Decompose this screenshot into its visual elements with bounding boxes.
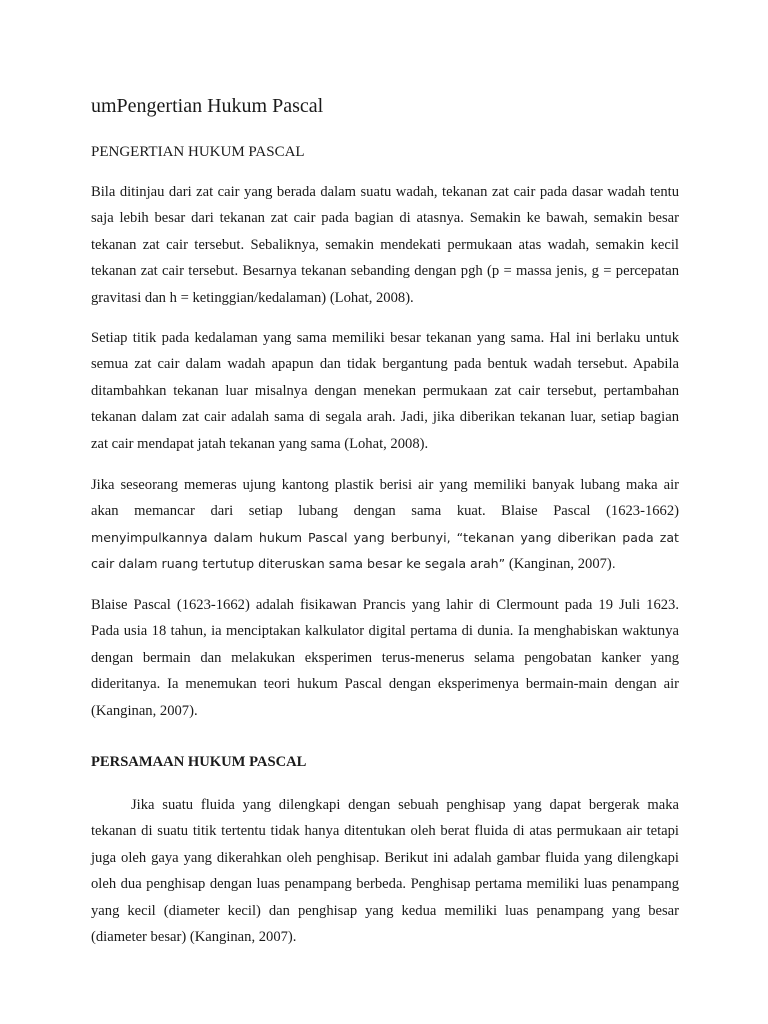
- paragraph-3-period: .: [611, 556, 616, 572]
- section-heading-persamaan: PERSAMAAN HUKUM PASCAL: [91, 754, 307, 770]
- paragraph-3-citation: (Kanginan, 2007): [505, 556, 612, 573]
- paragraph-5: Jika suatu fluida yang dilengkapi dengan sebuah penghisap yang dapat bergerak maka tekanan di suatu titik tertentu tidak hanya ditentukan oleh berat fluida di atas permukaan air tetapi juga oleh gaya yang dikerahkan oleh penghisap. Berikut ini adalah gambar fluida yang dilengkapi oleh dua penghisap dengan luas penampang berbeda. Penghisap pertama memiliki luas penampang yang kecil (diameter kecil) dan penghisap yang kedua memiliki luas penampang yang besar (diameter besar) (Kanginan, 2007).: [91, 797, 679, 946]
- subheading-pengertian: PENGERTIAN HUKUM PASCAL: [91, 144, 305, 160]
- paragraph-3: [91, 472, 679, 578]
- paragraph-3-quote: menyimpulkannya dalam hukum Pascal yang berbunyi, “tekanan yang diberikan pada zat cair dalam ruang tertutup diteruskan sama besar ke segala arah”: [91, 529, 679, 572]
- paragraph-3-start: Jika seseorang memeras ujung kantong plastik berisi air yang memiliki banyak lubang maka air akan memancar dari setiap lubang dengan sama kuat. Blaise Pascal (1623-1662): [91, 477, 679, 520]
- document-title: umPengertian Hukum Pascal: [91, 95, 324, 117]
- paragraph-2: Setiap titik pada kedalaman yang sama memiliki besar tekanan yang sama. Hal ini berlaku untuk semua zat cair dalam wadah apapun dan tidak bergantung pada bentuk wadah tersebut. Apabila ditambahkan tekanan luar misalnya dengan menekan permukaan zat cair tersebut, pertambahan tekanan dalam zat cair adalah sama di segala arah. Jadi, jika diberikan tekanan luar, setiap bagian zat cair mendapat jatah tekanan yang sama (Lohat, 2008).: [91, 330, 679, 452]
- paragraph-4: Blaise Pascal (1623-1662) adalah fisikawan Prancis yang lahir di Clermount pada 19 Juli 1623. Pada usia 18 tahun, ia menciptakan kalkulator digital pertama di dunia. Ia menghabiskan waktunya dengan bermain dan melakukan eksperimen terus-menerus selama pengobatan kanker yang dideritanya. Ia menemukan teori hukum Pascal dengan eksperimenya bermain-main dengan air (Kanginan, 2007).: [91, 597, 679, 719]
- paragraph-1: Bila ditinjau dari zat cair yang berada dalam suatu wadah, tekanan zat cair pada dasar wadah tentu saja lebih besar dari tekanan zat cair pada bagian di atasnya. Semakin ke bawah, semakin besar tekanan zat cair tersebut. Sebaliknya, semakin mendekati permukaan atas wadah, semakin kecil tekanan zat cair tersebut. Besarnya tekanan sebanding dengan pgh (p = massa jenis, g = percepatan gravitasi dan h = ketinggian/kedalaman) (Lohat, 2008).: [91, 184, 679, 306]
